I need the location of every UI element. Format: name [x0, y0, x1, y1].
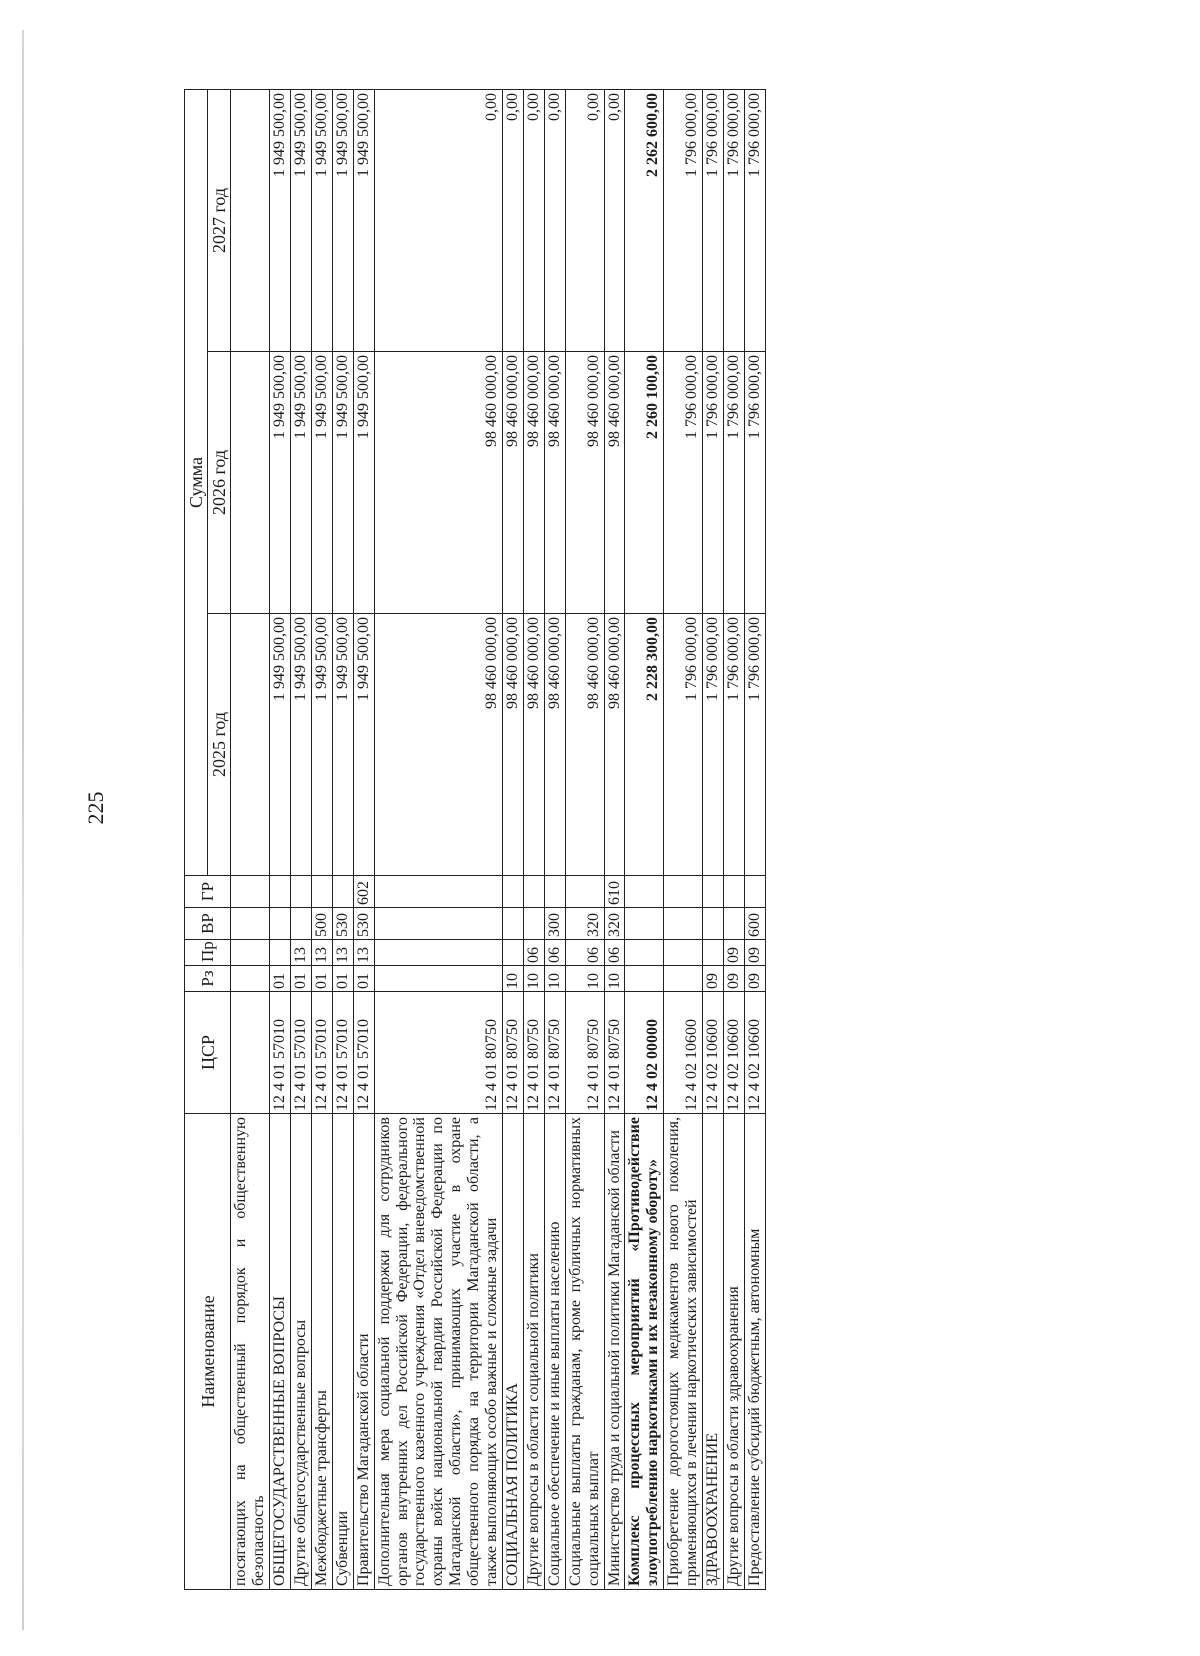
table-row: [353, 89, 374, 1589]
cell-rz: 09: [744, 966, 765, 992]
cell-sum-2025: 1 796 000,00: [723, 614, 744, 876]
cell-pr: [270, 940, 291, 966]
cell-vr: [291, 908, 312, 940]
cell-csr: 12 4 01 80750: [604, 992, 625, 1114]
cell-rz: 01: [270, 966, 291, 992]
cell-gr: [664, 876, 703, 908]
cell-rz: 10: [523, 966, 544, 992]
cell-rz: [231, 966, 270, 992]
cell-pr: 06: [544, 940, 565, 966]
cell-gr: [503, 876, 524, 908]
cell-csr: 12 4 01 80750: [565, 992, 604, 1114]
cell-sum-2026: 98 460 000,00: [565, 352, 604, 614]
cell-csr: 12 4 02 10600: [723, 992, 744, 1114]
cell-pr: 06: [604, 940, 625, 966]
cell-csr: 12 4 01 57010: [332, 992, 353, 1114]
table-row: [744, 89, 765, 1589]
cell-rz: 01: [353, 966, 374, 992]
cell-sum-2026: 1 949 500,00: [311, 352, 332, 614]
cell-rz: [664, 966, 703, 992]
cell-sum-2025: 1 949 500,00: [270, 614, 291, 876]
cell-gr: [291, 876, 312, 908]
cell-pr: [231, 940, 270, 966]
cell-sum-2026: 98 460 000,00: [503, 352, 524, 614]
cell-csr: 12 4 02 10600: [664, 992, 703, 1114]
cell-rz: 10: [604, 966, 625, 992]
cell-vr: 320: [604, 908, 625, 940]
cell-sum-2027: 1 796 000,00: [723, 89, 744, 351]
cell-sum-2025: 1 796 000,00: [744, 614, 765, 876]
header-name: Наименование: [185, 1114, 231, 1590]
cell-name: Социальные выплаты гражданам, кроме публичных нормативных социальных выплат: [565, 1114, 604, 1590]
cell-vr: [270, 908, 291, 940]
cell-pr: [625, 940, 664, 966]
cell-sum-2027: 0,00: [503, 89, 524, 351]
cell-vr: 600: [744, 908, 765, 940]
cell-gr: [625, 876, 664, 908]
cell-sum-2027: 0,00: [374, 89, 502, 351]
header-sum: Сумма: [185, 89, 208, 875]
cell-pr: [703, 940, 724, 966]
cell-gr: [544, 876, 565, 908]
cell-sum-2027: [231, 89, 270, 351]
cell-sum-2025: 1 796 000,00: [703, 614, 724, 876]
cell-csr: 12 4 02 10600: [744, 992, 765, 1114]
cell-vr: 500: [311, 908, 332, 940]
cell-rz: [625, 966, 664, 992]
cell-vr: 530: [353, 908, 374, 940]
cell-gr: [703, 876, 724, 908]
cell-sum-2027: 1 796 000,00: [703, 89, 724, 351]
cell-name: СОЦИАЛЬНАЯ ПОЛИТИКА: [503, 1114, 524, 1590]
header-year-2025: 2025 год: [208, 614, 231, 876]
table-row: [544, 89, 565, 1589]
cell-name: Межбюджетные трансферты: [311, 1114, 332, 1590]
cell-sum-2027: 0,00: [523, 89, 544, 351]
cell-rz: 10: [503, 966, 524, 992]
cell-sum-2026: 1 949 500,00: [332, 352, 353, 614]
header-pr: Пр: [185, 940, 231, 966]
cell-csr: 12 4 01 80750: [544, 992, 565, 1114]
cell-csr: 12 4 01 57010: [353, 992, 374, 1114]
header-vr: ВР: [185, 908, 231, 940]
cell-sum-2026: 1 949 500,00: [353, 352, 374, 614]
cell-rz: 10: [544, 966, 565, 992]
cell-rz: 10: [565, 966, 604, 992]
cell-name: Приобретение дорогостоящих медикаментов нового поколения, применяющихся в лечении наркотических зависимостей: [664, 1114, 703, 1590]
cell-gr: [231, 876, 270, 908]
cell-pr: [374, 940, 502, 966]
cell-vr: [664, 908, 703, 940]
cell-rz: 09: [703, 966, 724, 992]
cell-sum-2025: 98 460 000,00: [544, 614, 565, 876]
cell-sum-2026: 98 460 000,00: [604, 352, 625, 614]
cell-sum-2025: 1 949 500,00: [291, 614, 312, 876]
table-row: [625, 89, 664, 1589]
cell-sum-2026: 1 949 500,00: [291, 352, 312, 614]
table-row: [604, 89, 625, 1589]
cell-gr: [723, 876, 744, 908]
header-gr: ГР: [185, 876, 231, 908]
header-year-2026: 2026 год: [208, 352, 231, 614]
cell-gr: [565, 876, 604, 908]
header-rz: Рз: [185, 966, 231, 992]
cell-pr: 06: [523, 940, 544, 966]
table-row: [270, 89, 291, 1589]
cell-name: Другие вопросы в области здравоохранения: [723, 1114, 744, 1590]
cell-sum-2026: 1 796 000,00: [744, 352, 765, 614]
table-header: [185, 89, 231, 1589]
table-row: [703, 89, 724, 1589]
header-csr: ЦСР: [185, 992, 231, 1114]
table-row: [374, 89, 502, 1589]
cell-sum-2026: 98 460 000,00: [544, 352, 565, 614]
cell-sum-2025: 98 460 000,00: [565, 614, 604, 876]
cell-sum-2026: 1 796 000,00: [723, 352, 744, 614]
cell-gr: [311, 876, 332, 908]
cell-name: Социальное обеспечение и иные выплаты населению: [544, 1114, 565, 1590]
table-row: [332, 89, 353, 1589]
cell-gr: [270, 876, 291, 908]
cell-pr: 13: [353, 940, 374, 966]
cell-name: Субвенции: [332, 1114, 353, 1590]
cell-sum-2027: 0,00: [604, 89, 625, 351]
table-row: [503, 89, 524, 1589]
cell-pr: 06: [565, 940, 604, 966]
table-row: [523, 89, 544, 1589]
cell-name: Другие общегосударственные вопросы: [291, 1114, 312, 1590]
table-row: [311, 89, 332, 1589]
table-row: [664, 89, 703, 1589]
cell-vr: [503, 908, 524, 940]
cell-rz: 01: [332, 966, 353, 992]
cell-vr: 530: [332, 908, 353, 940]
cell-sum-2025: 2 228 300,00: [625, 614, 664, 876]
cell-csr: 12 4 02 00000: [625, 992, 664, 1114]
cell-pr: 09: [744, 940, 765, 966]
scan-edge: [22, 30, 24, 1630]
cell-csr: 12 4 01 57010: [311, 992, 332, 1114]
cell-csr: 12 4 02 10600: [703, 992, 724, 1114]
cell-csr: 12 4 01 57010: [291, 992, 312, 1114]
cell-sum-2027: 1 796 000,00: [744, 89, 765, 351]
cell-sum-2026: 98 460 000,00: [523, 352, 544, 614]
cell-name: Дополнительная мера социальной поддержки для сотрудников органов внутренних дел Российской Федерации, федерального государственного казенного учреждения «Отдел вневедомственной охраны войск национальной гвардии Российской Федерации по Магаданской области», принимающих участие в охране общественного порядка на территории Магаданской области, а также выполняющих особо важные и сложные задачи: [374, 1114, 502, 1590]
cell-pr: [664, 940, 703, 966]
cell-name: Министерство труда и социальной политики Магаданской области: [604, 1114, 625, 1590]
cell-name: Предоставление субсидий бюджетным, автономным: [744, 1114, 765, 1590]
cell-sum-2027: 1 949 500,00: [353, 89, 374, 351]
cell-gr: [374, 876, 502, 908]
cell-sum-2026: [231, 352, 270, 614]
cell-sum-2025: 1 949 500,00: [311, 614, 332, 876]
cell-vr: [231, 908, 270, 940]
cell-name: Комплекс процессных мероприятий «Противодействие злоупотреблению наркотиками и их незаконному обороту»: [625, 1114, 664, 1590]
cell-gr: 610: [604, 876, 625, 908]
table-row: [231, 89, 270, 1589]
cell-name: Другие вопросы в области социальной политики: [523, 1114, 544, 1590]
page-number: 225: [83, 791, 108, 825]
table-body: [231, 89, 765, 1589]
cell-sum-2027: 0,00: [544, 89, 565, 351]
table-row: [565, 89, 604, 1589]
cell-gr: [744, 876, 765, 908]
cell-rz: 01: [311, 966, 332, 992]
table-row: [723, 89, 744, 1589]
cell-sum-2026: 1 796 000,00: [664, 352, 703, 614]
cell-sum-2026: 1 949 500,00: [270, 352, 291, 614]
cell-name: посягающих на общественный порядок и общественную безопасность: [231, 1114, 270, 1590]
rotated-page: [184, 90, 1084, 1590]
table-row: [291, 89, 312, 1589]
cell-sum-2025: 1 949 500,00: [332, 614, 353, 876]
cell-name: ОБЩЕГОСУДАРСТВЕННЫЕ ВОПРОСЫ: [270, 1114, 291, 1590]
cell-csr: 12 4 01 80750: [503, 992, 524, 1114]
cell-csr: 12 4 01 80750: [523, 992, 544, 1114]
cell-vr: [703, 908, 724, 940]
cell-sum-2027: 1 949 500,00: [332, 89, 353, 351]
cell-gr: [332, 876, 353, 908]
cell-sum-2027: 1 949 500,00: [270, 89, 291, 351]
cell-name: Правительство Магаданской области: [353, 1114, 374, 1590]
cell-pr: 13: [291, 940, 312, 966]
cell-sum-2026: 98 460 000,00: [374, 352, 502, 614]
cell-rz: 09: [723, 966, 744, 992]
cell-pr: 09: [723, 940, 744, 966]
cell-csr: 12 4 01 80750: [374, 992, 502, 1114]
cell-rz: 01: [291, 966, 312, 992]
cell-sum-2027: 2 262 600,00: [625, 89, 664, 351]
cell-sum-2027: 0,00: [565, 89, 604, 351]
cell-pr: [503, 940, 524, 966]
cell-sum-2027: 1 949 500,00: [311, 89, 332, 351]
cell-sum-2026: 1 796 000,00: [703, 352, 724, 614]
cell-gr: [523, 876, 544, 908]
cell-sum-2025: 98 460 000,00: [604, 614, 625, 876]
cell-vr: 300: [544, 908, 565, 940]
cell-pr: 13: [311, 940, 332, 966]
cell-vr: [723, 908, 744, 940]
cell-sum-2025: 98 460 000,00: [503, 614, 524, 876]
cell-vr: [523, 908, 544, 940]
cell-sum-2025: 1 949 500,00: [353, 614, 374, 876]
cell-vr: [374, 908, 502, 940]
cell-sum-2025: 98 460 000,00: [523, 614, 544, 876]
cell-csr: [231, 992, 270, 1114]
cell-sum-2027: 1 796 000,00: [664, 89, 703, 351]
cell-rz: [374, 966, 502, 992]
cell-sum-2026: 2 260 100,00: [625, 352, 664, 614]
cell-sum-2025: 98 460 000,00: [374, 614, 502, 876]
cell-pr: 13: [332, 940, 353, 966]
budget-table: [184, 89, 766, 1590]
cell-sum-2025: [231, 614, 270, 876]
cell-sum-2025: 1 796 000,00: [664, 614, 703, 876]
cell-name: ЗДРАВООХРАНЕНИЕ: [703, 1114, 724, 1590]
header-year-2027: 2027 год: [208, 89, 231, 351]
cell-vr: 320: [565, 908, 604, 940]
cell-sum-2027: 1 949 500,00: [291, 89, 312, 351]
cell-gr: 602: [353, 876, 374, 908]
cell-vr: [625, 908, 664, 940]
cell-csr: 12 4 01 57010: [270, 992, 291, 1114]
